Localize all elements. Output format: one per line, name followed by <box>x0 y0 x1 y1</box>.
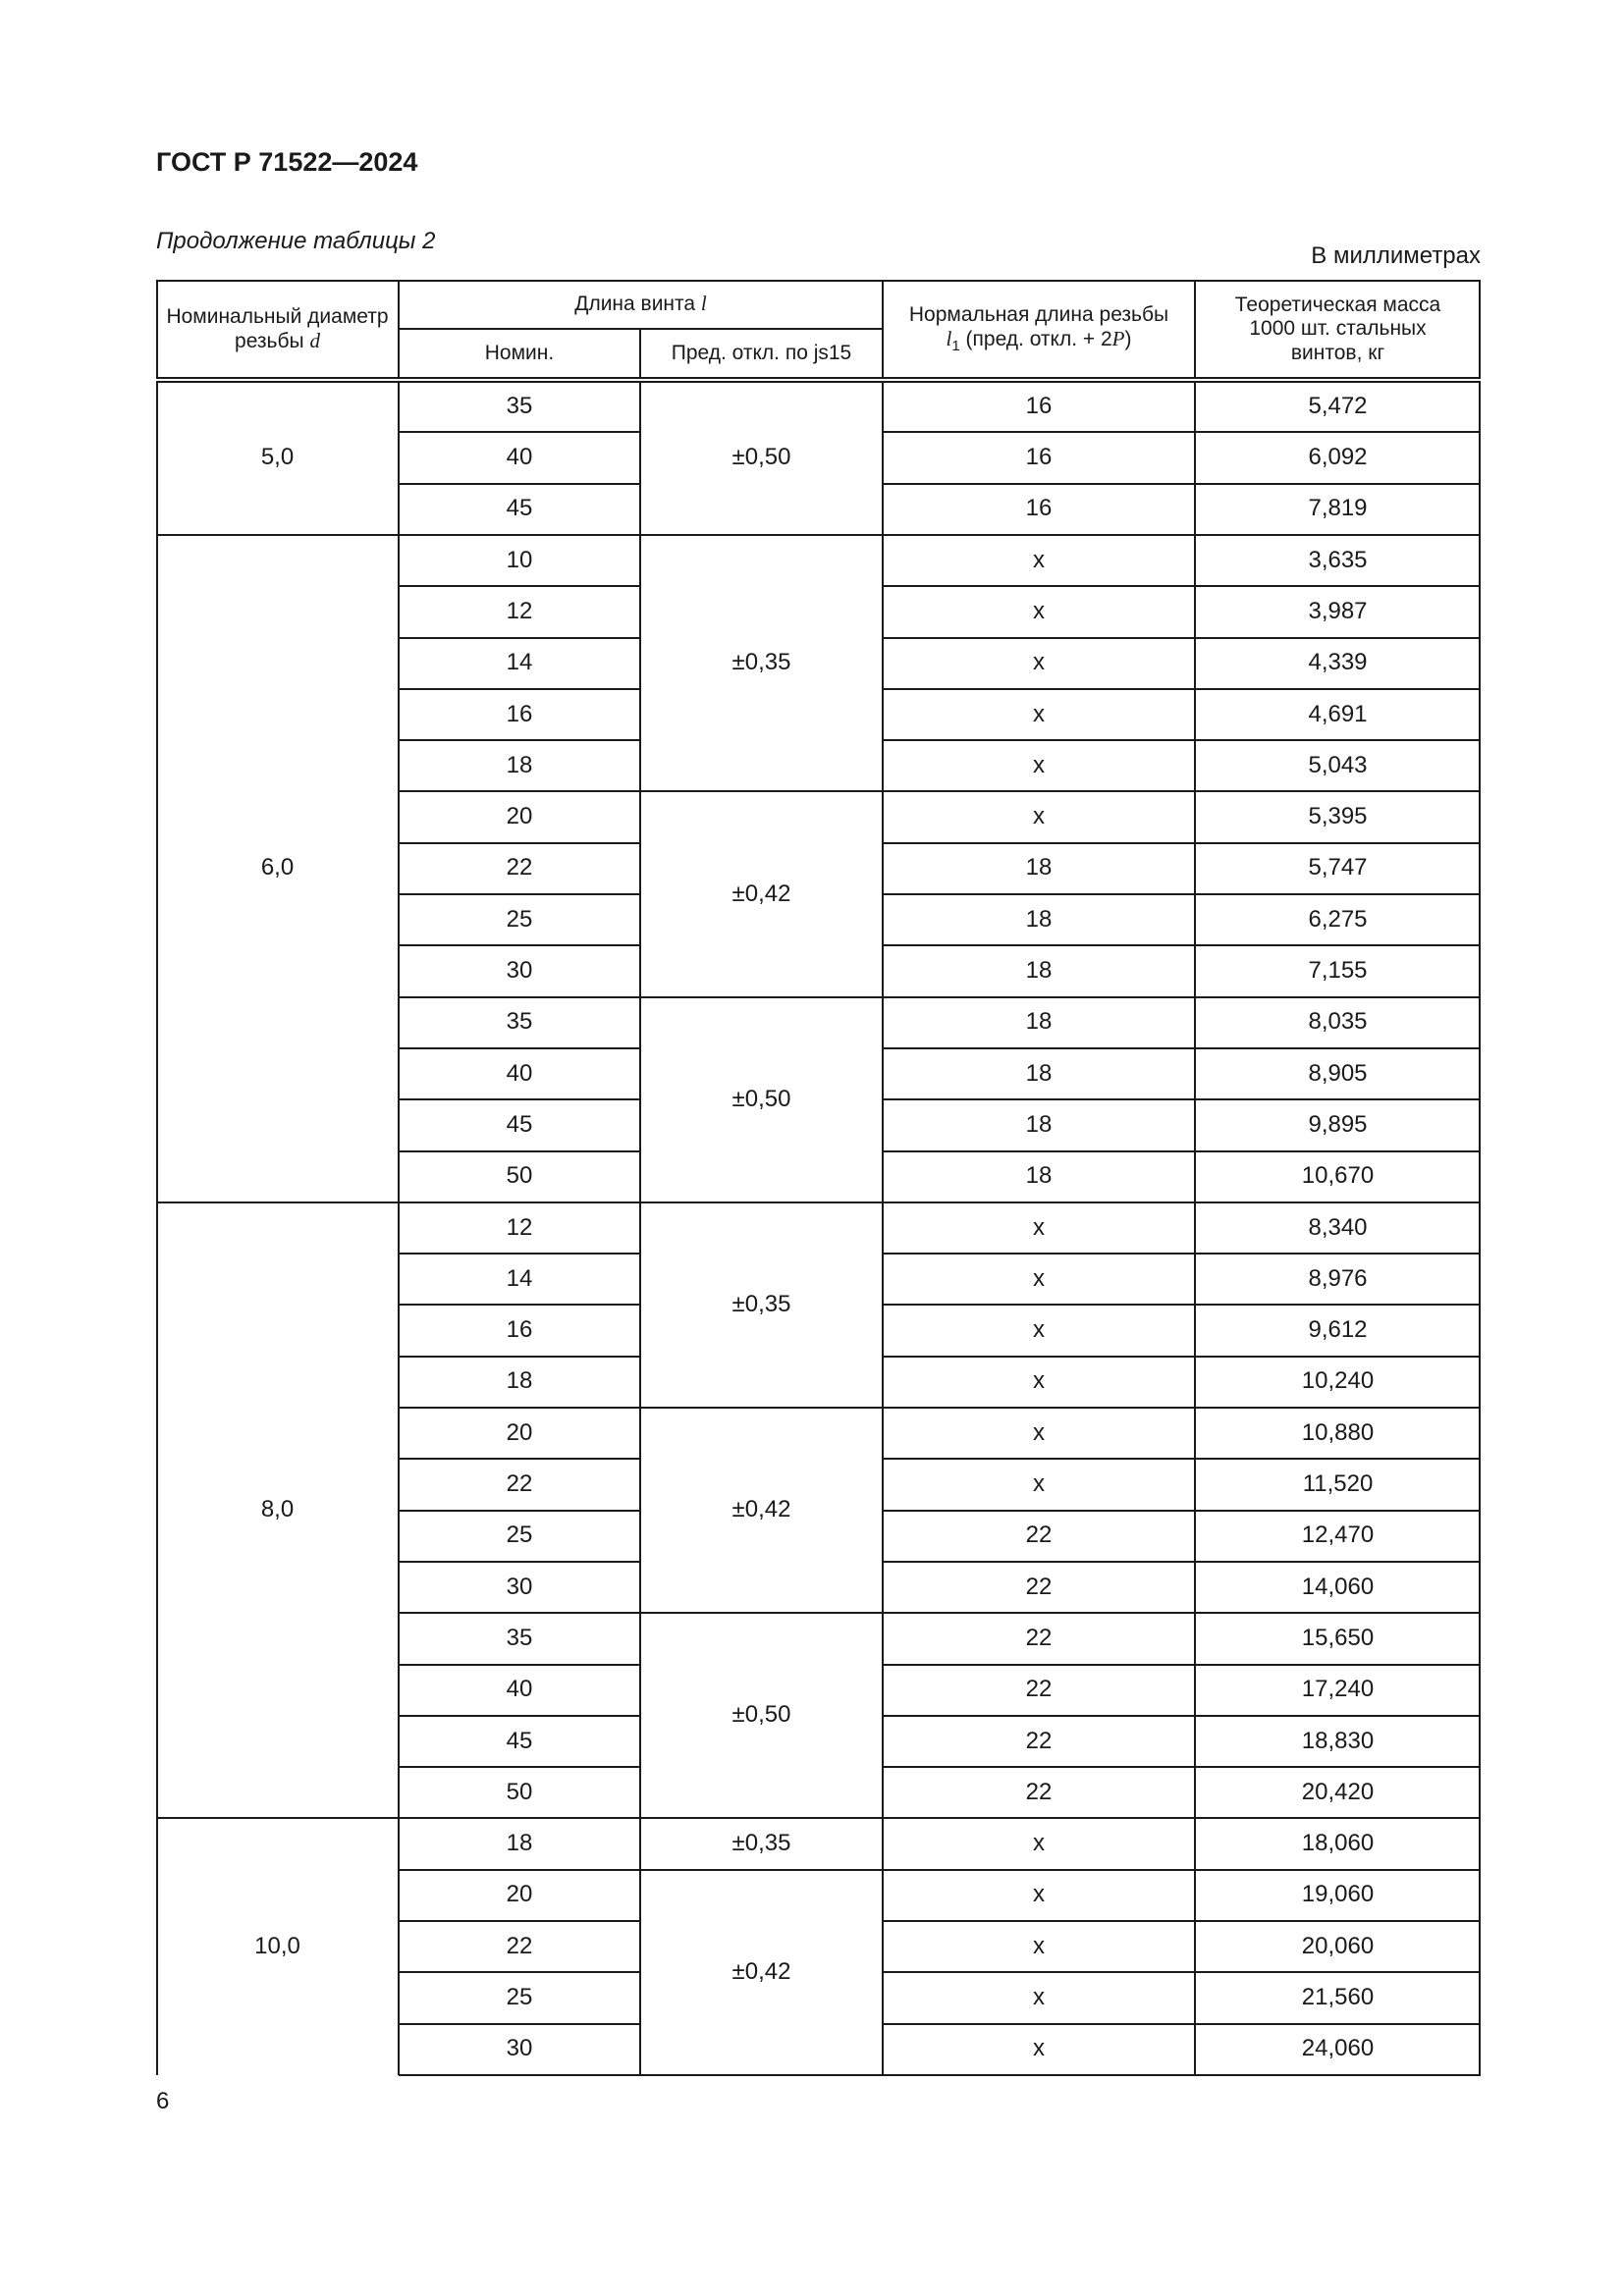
cell-mass: 7,819 <box>1308 495 1368 522</box>
cell-mass: 8,340 <box>1308 1213 1368 1241</box>
cell-mass: 12,470 <box>1301 1522 1375 1549</box>
row-line <box>399 483 641 485</box>
group-divider <box>156 534 1481 536</box>
cell-thread-length: x <box>1033 1213 1045 1241</box>
header-column-line <box>1479 280 1481 379</box>
row-line <box>399 1612 641 1614</box>
cell-mass: 15,650 <box>1301 1624 1375 1651</box>
cell-thread-length: x <box>1033 1984 1045 2011</box>
tolerance-divider <box>640 1612 883 1614</box>
column-line <box>1194 381 1196 2075</box>
cell-thread-length: x <box>1033 1881 1045 1908</box>
cell-nominal-length: 22 <box>506 854 533 881</box>
row-line <box>399 1356 641 1358</box>
row-line <box>399 1766 641 1768</box>
row-line <box>399 739 641 741</box>
row-line <box>883 842 1481 844</box>
cell-nominal-length: 14 <box>506 1264 533 1292</box>
cell-mass: 8,035 <box>1308 1008 1368 1036</box>
row-line <box>883 431 1481 433</box>
cell-mass: 5,395 <box>1308 803 1368 830</box>
cell-thread-length: 16 <box>1025 495 1053 522</box>
cell-thread-length: 18 <box>1025 1008 1053 1036</box>
cell-nominal-length: 40 <box>506 1676 533 1703</box>
cell-thread-length: 16 <box>1025 444 1053 471</box>
cell-nominal-length: 25 <box>506 1522 533 1549</box>
cell-thread-length: 22 <box>1025 1573 1053 1600</box>
row-line <box>883 1664 1481 1666</box>
cell-mass: 14,060 <box>1301 1573 1375 1600</box>
row-line <box>399 431 641 433</box>
cell-thread-length: 18 <box>1025 1059 1053 1087</box>
cell-thread-length: x <box>1033 1316 1045 1344</box>
row-line <box>399 1920 641 1922</box>
cell-tolerance: ±0,35 <box>731 649 791 676</box>
cell-tolerance: ±0,35 <box>731 1830 791 1857</box>
cell-mass: 24,060 <box>1301 2035 1375 2062</box>
cell-mass: 20,420 <box>1301 1778 1375 1805</box>
cell-tolerance: ±0,50 <box>731 1085 791 1112</box>
cell-tolerance: ±0,50 <box>731 444 791 471</box>
cell-tolerance: ±0,42 <box>731 1496 791 1523</box>
cell-nominal-length: 18 <box>506 1830 533 1857</box>
row-line <box>883 1304 1481 1306</box>
group-divider <box>156 1201 1481 1203</box>
row-line <box>883 688 1481 690</box>
cell-mass: 18,830 <box>1301 1727 1375 1754</box>
row-line <box>399 1664 641 1666</box>
cell-mass: 7,155 <box>1308 957 1368 985</box>
cell-nominal-length: 50 <box>506 1778 533 1805</box>
cell-nominal-length: 45 <box>506 1110 533 1138</box>
cell-nominal-length: 20 <box>506 1418 533 1446</box>
row-line <box>883 996 1481 998</box>
cell-thread-length: x <box>1033 597 1045 624</box>
row-line <box>883 790 1481 792</box>
row-line <box>399 1971 641 1973</box>
cell-thread-length: x <box>1033 803 1045 830</box>
cell-thread-length: x <box>1033 700 1045 727</box>
cell-thread-length: 22 <box>1025 1624 1053 1651</box>
cell-thread-length: 18 <box>1025 1162 1053 1190</box>
row-line <box>399 790 641 792</box>
units-label: В миллиметрах <box>1311 242 1481 269</box>
row-line <box>399 1715 641 1717</box>
cell-mass: 9,895 <box>1308 1110 1368 1138</box>
row-line <box>399 996 641 998</box>
tolerance-divider <box>640 996 883 998</box>
cell-nominal-length: 35 <box>506 1008 533 1036</box>
cell-thread-length: x <box>1033 1367 1045 1395</box>
cell-thread-length: x <box>1033 1264 1045 1292</box>
cell-mass: 5,472 <box>1308 392 1368 419</box>
row-line <box>399 2023 641 2025</box>
cell-mass: 20,060 <box>1301 1932 1375 1959</box>
cell-tolerance: ±0,50 <box>731 1701 791 1729</box>
row-line <box>399 1304 641 1306</box>
cell-mass: 21,560 <box>1301 1984 1375 2011</box>
cell-thread-length: 22 <box>1025 1778 1053 1805</box>
cell-mass: 9,612 <box>1308 1316 1368 1344</box>
row-line <box>883 1510 1481 1512</box>
cell-mass: 4,339 <box>1308 649 1368 676</box>
cell-tolerance: ±0,35 <box>731 1290 791 1317</box>
cell-thread-length: x <box>1033 546 1045 573</box>
row-line <box>399 842 641 844</box>
cell-thread-length: x <box>1033 1470 1045 1498</box>
tolerance-divider <box>640 1869 883 1871</box>
cell-nominal-length: 25 <box>506 905 533 933</box>
row-line <box>883 1869 1481 1871</box>
cell-thread-length: x <box>1033 2035 1045 2062</box>
cell-nominal-length: 20 <box>506 1881 533 1908</box>
row-line <box>883 944 1481 946</box>
row-line <box>883 1407 1481 1409</box>
tolerance-divider <box>640 790 883 792</box>
row-line <box>399 1561 641 1563</box>
cell-mass: 10,670 <box>1301 1162 1375 1190</box>
cell-thread-length: 16 <box>1025 392 1053 419</box>
cell-mass: 3,635 <box>1308 546 1368 573</box>
cell-nominal-length: 30 <box>506 957 533 985</box>
row-line <box>399 1407 641 1409</box>
row-line <box>399 893 641 895</box>
cell-mass: 11,520 <box>1302 1470 1374 1498</box>
header-screw-length: Длина винта l <box>574 291 707 315</box>
cell-mass: 10,880 <box>1301 1418 1375 1446</box>
header-bottom-line <box>156 377 1481 379</box>
row-line <box>883 893 1481 895</box>
cell-thread-length: 22 <box>1025 1727 1053 1754</box>
cell-mass: 8,905 <box>1308 1059 1368 1087</box>
row-line <box>883 1715 1481 1717</box>
table-continuation-label: Продолжение таблицы 2 <box>156 228 436 254</box>
row-line <box>883 1150 1481 1152</box>
header-column-line <box>1194 280 1196 379</box>
cell-nominal-length: 20 <box>506 803 533 830</box>
header-column-line <box>156 280 158 379</box>
cell-nominal-length: 40 <box>506 444 533 471</box>
header-column-line <box>882 280 884 379</box>
tolerance-divider <box>640 1407 883 1409</box>
cell-thread-length: x <box>1033 1830 1045 1857</box>
cell-tolerance: ±0,42 <box>731 880 791 907</box>
header-thread-length: Нормальная длина резьбы $l_1$ (пред. откл. + 2P) <box>908 303 1169 355</box>
cell-nominal-length: 18 <box>506 751 533 778</box>
cell-nominal-length: 12 <box>506 1213 533 1241</box>
row-line <box>883 637 1481 639</box>
header-theoretical-mass: Теоретическая масса 1000 шт. стальных винтов, кг <box>1234 294 1441 364</box>
cell-mass: 5,043 <box>1308 751 1368 778</box>
cell-thread-length: x <box>1033 1418 1045 1446</box>
cell-thread-length: x <box>1033 1932 1045 1959</box>
row-line <box>883 1047 1481 1049</box>
row-line <box>399 1150 641 1152</box>
cell-tolerance: ±0,42 <box>731 1957 791 1985</box>
row-line <box>883 1971 1481 1973</box>
cell-diameter: 5,0 <box>260 444 295 471</box>
row-line <box>883 585 1481 587</box>
header-diameter: Номинальный диаметр резьбы d <box>166 304 389 352</box>
cell-thread-length: 18 <box>1025 1110 1053 1138</box>
row-line <box>883 1920 1481 1922</box>
header-nominal: Номин. <box>484 341 555 364</box>
cell-diameter: 10,0 <box>254 1932 300 1959</box>
column-line <box>639 381 641 2075</box>
cell-thread-length: 18 <box>1025 905 1053 933</box>
cell-thread-length: 18 <box>1025 957 1053 985</box>
cell-nominal-length: 25 <box>506 1984 533 2011</box>
row-line <box>399 585 641 587</box>
column-line <box>882 381 884 2075</box>
cell-nominal-length: 12 <box>506 597 533 624</box>
row-line <box>883 1458 1481 1460</box>
column-line <box>156 381 158 2075</box>
row-line <box>399 1458 641 1460</box>
row-line <box>399 944 641 946</box>
cell-nominal-length: 35 <box>506 392 533 419</box>
cell-thread-length: 18 <box>1025 854 1053 881</box>
row-line <box>399 688 641 690</box>
cell-mass: 19,060 <box>1301 1881 1375 1908</box>
cell-nominal-length: 22 <box>506 1932 533 1959</box>
cell-diameter: 6,0 <box>260 854 295 881</box>
group-divider <box>156 1817 1481 1819</box>
cell-nominal-length: 30 <box>506 2035 533 2062</box>
cell-mass: 10,240 <box>1301 1367 1375 1395</box>
row-line <box>883 483 1481 485</box>
dimensions-table <box>156 280 1481 2069</box>
cell-nominal-length: 30 <box>506 1573 533 1600</box>
row-line <box>399 1047 641 1049</box>
row-line <box>883 1098 1481 1100</box>
cell-nominal-length: 40 <box>506 1059 533 1087</box>
row-line <box>883 1766 1481 1768</box>
table-border-top <box>156 280 1481 282</box>
row-line <box>883 1561 1481 1563</box>
cell-nominal-length: 16 <box>506 700 533 727</box>
cell-thread-length: 22 <box>1025 1522 1053 1549</box>
row-line <box>883 739 1481 741</box>
cell-nominal-length: 45 <box>506 1727 533 1754</box>
row-line <box>399 1253 641 1255</box>
row-line <box>883 1612 1481 1614</box>
cell-nominal-length: 16 <box>506 1316 533 1344</box>
cell-nominal-length: 45 <box>506 495 533 522</box>
page-number: 6 <box>156 2088 170 2114</box>
cell-mass: 5,747 <box>1308 854 1368 881</box>
cell-thread-length: x <box>1033 649 1045 676</box>
cell-mass: 4,691 <box>1308 700 1368 727</box>
cell-mass: 17,240 <box>1301 1676 1375 1703</box>
cell-nominal-length: 50 <box>506 1162 533 1190</box>
column-line <box>1479 381 1481 2075</box>
cell-mass: 3,987 <box>1308 597 1368 624</box>
row-line <box>883 2023 1481 2025</box>
cell-mass: 18,060 <box>1301 1830 1375 1857</box>
cell-diameter: 8,0 <box>260 1496 295 1523</box>
cell-nominal-length: 18 <box>506 1367 533 1395</box>
header-tolerance: Пред. откл. по js15 <box>671 341 852 364</box>
cell-nominal-length: 22 <box>506 1470 533 1498</box>
column-line <box>398 381 400 2075</box>
header-column-line <box>398 280 400 379</box>
row-line <box>399 637 641 639</box>
cell-nominal-length: 14 <box>506 649 533 676</box>
header-column-line <box>639 328 641 379</box>
cell-mass: 6,275 <box>1308 905 1368 933</box>
row-line <box>883 1253 1481 1255</box>
row-line <box>399 1510 641 1512</box>
row-line <box>883 1356 1481 1358</box>
cell-mass: 8,976 <box>1308 1264 1368 1292</box>
cell-thread-length: x <box>1033 751 1045 778</box>
cell-nominal-length: 35 <box>506 1624 533 1651</box>
document-code: ГОСТ Р 71522—2024 <box>156 147 418 177</box>
cell-nominal-length: 10 <box>506 546 533 573</box>
row-line <box>399 1098 641 1100</box>
row-line <box>399 1869 641 1871</box>
cell-mass: 6,092 <box>1308 444 1368 471</box>
table-bottom-line <box>399 2074 1481 2076</box>
cell-thread-length: 22 <box>1025 1676 1053 1703</box>
